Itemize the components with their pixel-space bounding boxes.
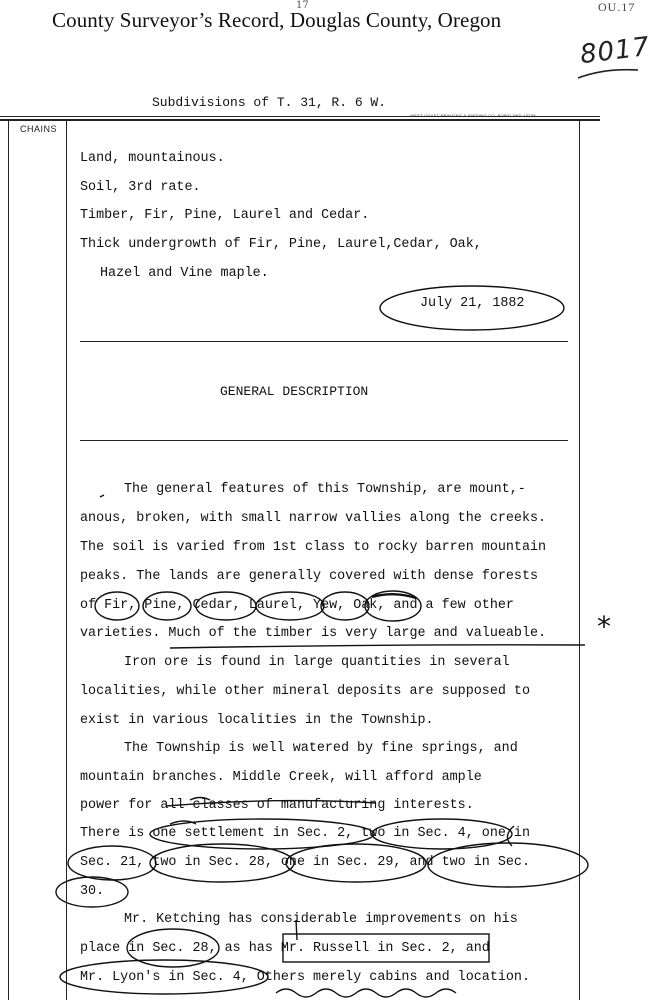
body-line: The soil is varied from 1st class to rocky barren mountain [80,540,547,555]
survey-date: July 21, 1882 [420,296,525,311]
body-line: Iron ore is found in large quantities in several [124,655,510,670]
underline-timber-sentence [170,645,585,648]
summary-line: Thick undergrowth of Fir, Pine, Laurel,Cedar, Oak, [80,237,482,252]
wavy-underline-others [276,989,456,997]
body-line: There is one settlement in Sec. 2, two in Sec. 4, one in [80,826,530,841]
body-line: Mr. Lyon's in Sec. 4, Others merely cabins and location. [80,970,530,985]
body-line: exist in various localities in the Township. [80,713,434,728]
body-line: varieties. Much of the timber is very large and valueable. [80,626,547,641]
check-mark-start [100,495,104,497]
dashed-divider-2 [80,440,568,441]
file-number-underline [574,64,644,84]
body-line: Mr. Ketching has considerable improvements on his [124,912,518,927]
body-line: localities, while other mineral deposits are supposed to [80,684,530,699]
section-heading: GENERAL DESCRIPTION [220,384,369,399]
handwritten-file-number: 8017 [578,31,652,71]
summary-line: Soil, 3rd rate. [80,180,201,195]
body-line: The Township is well watered by fine springs, and [124,741,518,756]
body-line: Sec. 21, two in Sec. 28, one in Sec. 29, and two in Sec. [80,855,530,870]
body-line: of Fir, Pine, Cedar, Laurel, Yew, Oak, and a few other [80,598,514,613]
body-line: anous, broken, with small narrow vallies along the creeks. [80,511,547,526]
chains-column-divider [66,120,67,1000]
summary-line: Land, mountainous. [80,151,225,166]
body-line: The general features of this Township, are mount,- [124,482,526,497]
body-line: power for all classes of manufacturing interests. [80,798,474,813]
dashed-divider-1 [80,341,568,342]
summary-line: Timber, Fir, Pine, Laurel and Cedar. [80,208,370,223]
summary-line: Hazel and Vine maple. [100,266,269,281]
margin-left-border [8,120,9,1000]
body-line: 30. [80,884,105,899]
page-subtitle: Subdivisions of T. 31, R. 6 W. [152,95,387,110]
printer-imprint: WEST COAST PRINTING & BINDING CO. PORTLAND 19736 [410,113,536,118]
body-line: peaks. The lands are generally covered with dense forests [80,569,539,584]
record-header-title: County Surveyor’s Record, Douglas County, Oregon [52,8,502,32]
margin-asterisk-mark: * [597,610,611,643]
body-line: place in Sec. 28, as has Mr. Russell in Sec. 2, and [80,941,490,956]
chains-column-label: CHAINS [20,124,58,134]
body-line: mountain branches. Middle Creek, will afford ample [80,770,482,785]
header-rule-bottom [0,119,600,121]
corner-stamp-code: OU.17 [598,0,636,14]
mark-before-one [170,821,196,824]
right-column-divider [579,120,580,1000]
tiny-handwritten-mark: 17 [296,0,309,11]
